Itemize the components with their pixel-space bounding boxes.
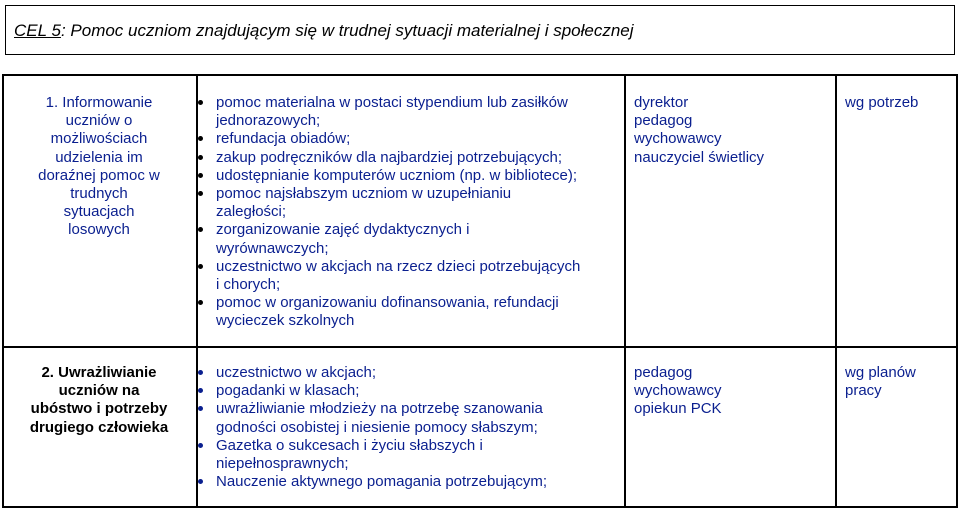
task-cell <box>6 364 192 437</box>
deadline-text: wg potrzeb <box>845 94 919 111</box>
list-item: uczestnictwo w akcjach; <box>192 364 622 382</box>
list-item: uwrażliwianie młodzieży na potrzebę szanowania godności osobistej i niesienie pomocy słabszym; <box>192 400 622 436</box>
table-bottom-border <box>2 506 958 508</box>
responsible-cell <box>634 364 830 419</box>
responsible-person: pedagog <box>634 112 693 130</box>
actions-list <box>192 94 622 331</box>
responsible-person: nauczyciel świetlicy <box>634 148 765 166</box>
list-item: pomoc materialna w postaci stypendium lub zasiłków jednorazowych; <box>192 94 622 130</box>
responsible-person: pedagog <box>634 364 693 381</box>
list-item: uczestnictwo w akcjach na rzecz dzieci potrzebujących i chorych; <box>192 258 622 294</box>
responsible-person: dyrektor <box>634 94 689 111</box>
list-item: refundacja obiadów; <box>192 130 622 148</box>
task-line: uczniów na <box>58 382 140 400</box>
task-line: ubóstwo i potrzeby <box>30 400 168 418</box>
goal-number: CEL 5 <box>14 21 61 40</box>
table-top-border <box>2 74 958 76</box>
responsible-person: wychowawcy <box>634 382 722 400</box>
responsible-cell <box>634 94 830 167</box>
actions-cell <box>192 94 622 331</box>
column-divider <box>835 74 837 508</box>
table-right-border <box>956 74 958 508</box>
task-line: doraźnej pomoc w <box>38 166 160 184</box>
row-divider <box>2 346 958 348</box>
task-line: 2. Uwrażliwianie <box>41 364 157 381</box>
deadline-cell <box>845 364 953 400</box>
goal-header <box>5 5 955 55</box>
table-left-border <box>2 74 4 508</box>
actions-list <box>192 364 622 491</box>
deadline-cell <box>845 94 953 112</box>
actions-cell <box>192 364 622 491</box>
responsible-person: wychowawcy <box>634 130 722 148</box>
task-line: 1. Informowanie <box>45 94 153 111</box>
column-divider <box>624 74 626 508</box>
list-item: pomoc w organizowaniu dofinansowania, refundacji wycieczek szkolnych <box>192 294 622 330</box>
list-item: pogadanki w klasach; <box>192 382 622 400</box>
list-item: Nauczenie aktywnego pomagania potrzebującym; <box>192 473 622 491</box>
deadline-text: pracy <box>845 382 882 400</box>
goal-title-text: : Pomoc uczniom znajdującym się w trudnej sytuacji materialnej i społecznej <box>60 21 634 40</box>
task-line: trudnych <box>70 185 128 203</box>
list-item: zakup podręczników dla najbardziej potrzebujących; <box>192 149 622 167</box>
task-line: uczniów o <box>65 112 133 130</box>
task-line: losowych <box>68 221 130 239</box>
task-line: drugiego człowieka <box>29 418 169 436</box>
list-item: Gazetka o sukcesach i życiu słabszych i niepełnosprawnych; <box>192 437 622 473</box>
task-cell <box>6 94 192 240</box>
deadline-text: wg planów <box>845 364 916 381</box>
task-line: sytuacjach <box>63 203 135 221</box>
list-item: zorganizowanie zajęć dydaktycznych i wyrównawczych; <box>192 221 622 257</box>
list-item: udostępnianie komputerów uczniom (np. w bibliotece); <box>192 167 622 185</box>
list-item: pomoc najsłabszym uczniom w uzupełnianiu zaległości; <box>192 185 622 221</box>
task-line: udzielenia im <box>55 148 143 166</box>
goal-title <box>14 21 634 41</box>
task-line: możliwościach <box>50 130 148 148</box>
responsible-person: opiekun PCK <box>634 400 722 418</box>
